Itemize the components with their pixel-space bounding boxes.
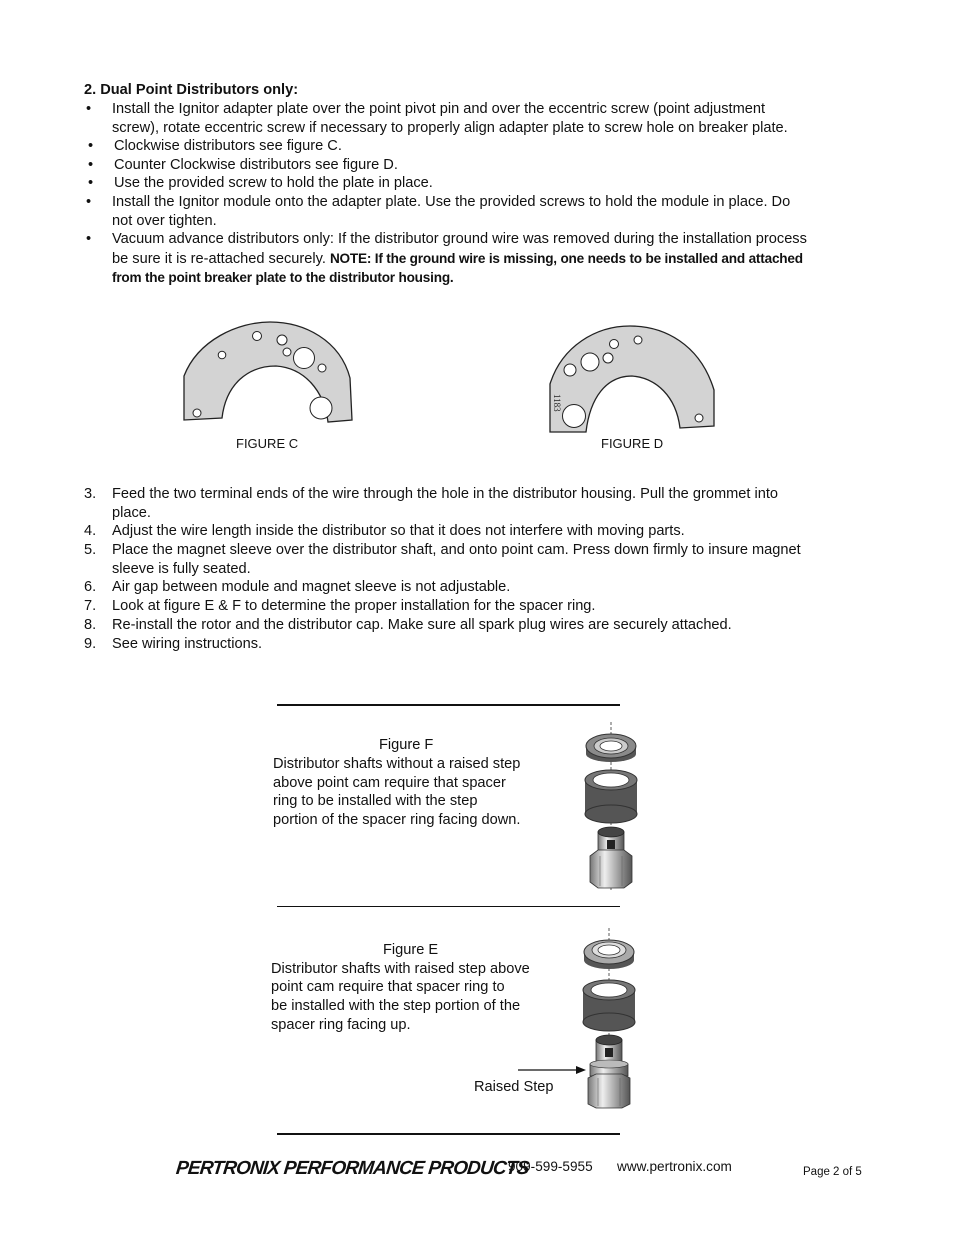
instruction-text: Install the Ignitor adapter plate over the point pivot pin and over the eccentric screw (point adjustment bbox=[112, 101, 766, 117]
step-number: 9. bbox=[84, 636, 97, 652]
step-text: place. bbox=[112, 505, 151, 521]
instruction-text: Install the Ignitor module onto the adapter plate. Use the provided screws to hold the module in place. Do bbox=[112, 194, 791, 210]
figure-e-text: point cam require that spacer ring to bbox=[271, 979, 505, 995]
note-text: from the point breaker plate to the distributor housing. bbox=[112, 270, 454, 285]
divider bbox=[277, 1133, 620, 1135]
figure-f-text: above point cam require that spacer bbox=[273, 775, 506, 791]
figure-e-text: be installed with the step portion of the bbox=[271, 998, 521, 1014]
step-number: 7. bbox=[84, 598, 97, 614]
step-text: Feed the two terminal ends of the wire through the hole in the distributor housing. Pull the grommet into bbox=[112, 486, 779, 502]
raised-step-label: Raised Step bbox=[474, 1079, 554, 1095]
instruction-text bbox=[112, 249, 803, 269]
bullet-icon: • bbox=[86, 194, 92, 210]
step-text: sleeve is fully seated. bbox=[112, 561, 251, 577]
figure-e-spacer-diagram bbox=[510, 928, 644, 1112]
figure-e-text: spacer ring facing up. bbox=[271, 1017, 411, 1033]
instruction-text: Vacuum advance distributors only: If the distributor ground wire was removed during the installation process bbox=[112, 231, 807, 247]
step-number: 3. bbox=[84, 486, 97, 502]
instruction-text: Clockwise distributors see figure C. bbox=[114, 138, 342, 154]
figure-d-adapter-plate bbox=[544, 320, 718, 436]
instruction-text: screw), rotate eccentric screw if necessary to properly align adapter plate to screw hole on breaker plate. bbox=[112, 120, 788, 136]
note-text: NOTE: If the ground wire is missing, one needs to be installed and attached bbox=[329, 251, 803, 266]
step-text: Air gap between module and magnet sleeve is not adjustable. bbox=[112, 579, 511, 595]
figure-f-title: Figure F bbox=[379, 737, 434, 753]
section-heading: 2. Dual Point Distributors only: bbox=[84, 82, 299, 98]
website-link[interactable]: www.pertronix.com bbox=[617, 1159, 732, 1174]
figure-f-text: portion of the spacer ring facing down. bbox=[273, 812, 521, 828]
instruction-text: Use the provided screw to hold the plate in place. bbox=[114, 175, 433, 191]
divider bbox=[277, 906, 620, 907]
step-number: 6. bbox=[84, 579, 97, 595]
step-text: Adjust the wire length inside the distributor so that it does not interfere with moving parts. bbox=[112, 523, 685, 539]
figure-e-title: Figure E bbox=[383, 942, 439, 958]
arrow-head-icon bbox=[576, 1066, 586, 1074]
step-number: 5. bbox=[84, 542, 97, 558]
figure-f-text: ring to be installed with the step bbox=[273, 793, 478, 809]
instruction-text: Counter Clockwise distributors see figure D. bbox=[114, 157, 398, 173]
figure-d-caption: FIGURE D bbox=[601, 436, 664, 451]
page-number: Page 2 of 5 bbox=[803, 1166, 862, 1178]
phone-number: 909-599-5955 bbox=[508, 1159, 593, 1174]
step-text: Place the magnet sleeve over the distributor shaft, and onto point cam. Press down firmly to insure magnet bbox=[112, 542, 801, 558]
step-text: Look at figure E & F to determine the proper installation for the spacer ring. bbox=[112, 598, 596, 614]
bullet-icon: • bbox=[86, 101, 92, 117]
bullet-icon: • bbox=[88, 138, 94, 154]
bullet-icon: • bbox=[88, 157, 94, 173]
figure-e-text: Distributor shafts with raised step above bbox=[271, 961, 530, 977]
plate-part-number: 1183 bbox=[552, 394, 562, 412]
figure-f-spacer-diagram bbox=[578, 722, 644, 890]
step-number: 8. bbox=[84, 617, 97, 633]
step-text: See wiring instructions. bbox=[112, 636, 263, 652]
bullet-icon: • bbox=[88, 175, 94, 191]
pertronix-logo: PERTRONIX PERFORMANCE PRODUCTS bbox=[174, 1158, 530, 1179]
bullet-icon: • bbox=[86, 231, 92, 247]
figure-c-adapter-plate bbox=[178, 318, 360, 430]
instruction-text: be sure it is re-attached securely. bbox=[112, 251, 330, 267]
divider bbox=[277, 704, 620, 706]
figure-f-text: Distributor shafts without a raised step bbox=[273, 756, 521, 772]
step-text: Re-install the rotor and the distributor cap. Make sure all spark plug wires are securely attached. bbox=[112, 617, 732, 633]
instruction-text: not over tighten. bbox=[112, 213, 217, 229]
step-number: 4. bbox=[84, 523, 97, 539]
figure-c-caption: FIGURE C bbox=[236, 436, 299, 451]
